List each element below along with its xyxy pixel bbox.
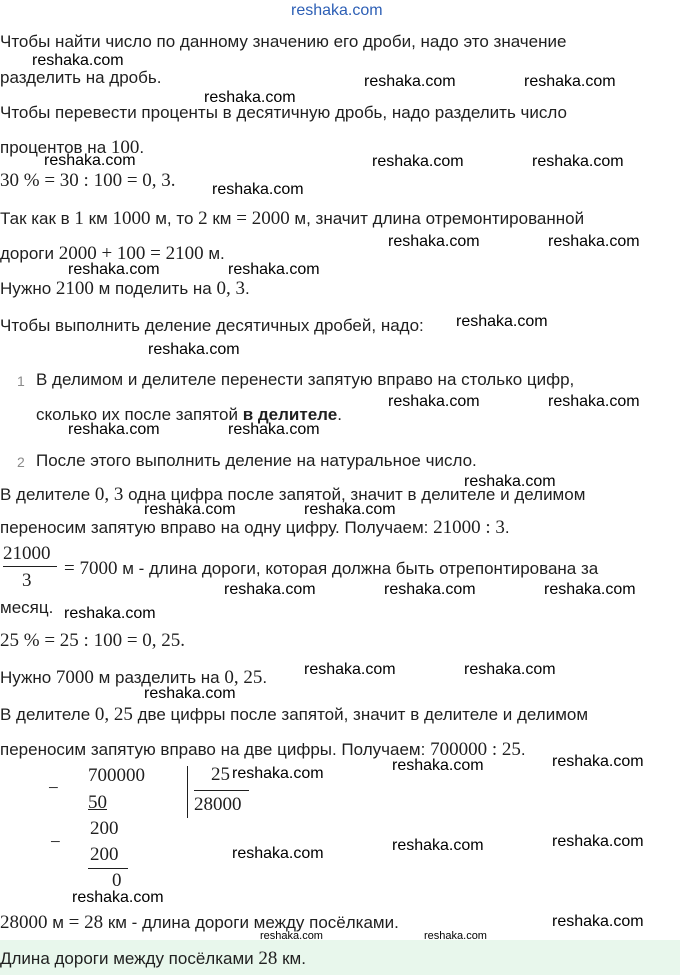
paragraph-3-line-2: дороги 2000 + 100 = 2100 м. [0,243,225,264]
division-minus-1: − [48,778,59,799]
division-underline-2 [88,868,128,869]
watermark: reshaka.com [464,661,556,678]
division-remainder-1: 200 [90,818,119,839]
paragraph-1-line-1: Чтобы найти число по данному значению его дроби, надо это значение [0,32,567,51]
list-item-1-line-1: В делимом и делителе перенести запятую вправо на столько цифр, [36,370,575,389]
list-item-2-line-1: После этого выполнить деление на натуральное число. [36,451,477,470]
watermark: reshaka.com [224,581,316,598]
paragraph-8-line-1: В делителе 0, 25 две цифры после запятой, значит в делителе и делимом [0,704,589,725]
watermark: reshaka.com [552,753,644,770]
division-dividend: 700000 [88,765,145,786]
list-item-1-number: 1 [17,373,25,389]
watermark: reshaka.com [144,501,236,518]
watermark: reshaka.com [552,913,644,930]
watermark: reshaka.com [72,889,164,906]
watermark: reshaka.com [392,757,484,774]
watermark: reshaka.com [552,833,644,850]
watermark: reshaka.com [532,153,624,170]
fraction-denominator: 3 [22,570,32,591]
watermark: reshaka.com [304,501,396,518]
watermark-small: reshaka.com [424,930,487,942]
watermark: reshaka.com [544,581,636,598]
paragraph-6-line-2: переносим запятую вправо на одну цифру. Получаем: 21000 : 3. [0,517,510,538]
paragraph-5: Чтобы выполнить деление десятичных дробей, надо: [0,316,424,335]
list-item-2-number: 2 [17,454,25,470]
watermark: reshaka.com [232,765,324,782]
paragraph-3-line-1: Так как в 1 км 1000 м, то 2 км = 2000 м, значит длина отремонтированной [0,208,585,229]
fraction-result-line: = 7000 м - длина дороги, которая должна быть отрепонтирована за [64,558,599,579]
watermark: reshaka.com [232,845,324,862]
watermark: reshaka.com [524,73,616,90]
watermark: reshaka.com [392,837,484,854]
paragraph-4: Нужно 2100 м поделить на 0, 3. [0,278,250,299]
watermark: reshaka.com [384,581,476,598]
division-quotient: 28000 [194,794,242,815]
paragraph-8-line-2: переносим запятую вправо на две цифры. Получаем: 700000 : 25. [0,739,526,760]
watermark: reshaka.com [228,261,320,278]
paragraph-6-line-1: В делителе 0, 3 одна цифра после запятой, значит в делителе и делимом [0,484,586,505]
division-remainder-final: 0 [112,870,122,891]
paragraph-1-line-2: разделить на дробь. [0,68,162,87]
answer-text: Длина дороги между посёлками 28 км. [0,948,306,969]
fraction-numerator: 21000 [3,543,51,564]
fraction-bar [3,566,57,567]
paragraph-2-line-2: процентов на 100. [0,137,145,158]
division-vertical-line [187,766,188,818]
watermark: reshaka.com [464,473,556,490]
list-item-1-line-2: сколько их после запятой в делителе. [36,405,342,424]
equation-percent-25: 25 % = 25 : 100 = 0, 25. [0,630,186,651]
division-subtrahend-2: 200 [90,844,119,865]
watermark: reshaka.com [148,341,240,358]
watermark: reshaka.com [388,233,480,250]
watermark: reshaka.com [228,421,320,438]
watermark: reshaka.com [64,605,156,622]
paragraph-9: 28000 м = 28 км - длина дороги между посёлками. [0,912,399,933]
division-subtrahend-1: 50 [88,792,107,813]
watermark: reshaka.com [144,685,236,702]
watermark: reshaka.com [68,261,160,278]
equation-percent-30: 30 % = 30 : 100 = 0, 3. [0,170,176,191]
watermark: reshaka.com [68,421,160,438]
watermark: reshaka.com [548,393,640,410]
watermark-small: reshaka.com [260,930,323,942]
watermark: reshaka.com [372,153,464,170]
division-quotient-line [194,790,249,791]
watermark-top: reshaka.com [291,2,383,19]
paragraph-7: Нужно 7000 м разделить на 0, 25. [0,667,268,688]
watermark: reshaka.com [388,393,480,410]
watermark: reshaka.com [364,73,456,90]
paragraph-2-line-1: Чтобы перевести проценты в десятичную дробь, надо разделить число [0,103,567,122]
watermark: reshaka.com [32,52,124,69]
watermark: reshaka.com [456,313,548,330]
watermark: reshaka.com [304,661,396,678]
watermark: reshaka.com [44,152,136,169]
division-minus-2: − [50,832,61,853]
fraction-result-line-2: месяц. [0,598,54,617]
division-divisor: 25 [211,764,230,785]
watermark: reshaka.com [204,89,296,106]
watermark: reshaka.com [212,181,304,198]
watermark: reshaka.com [548,233,640,250]
